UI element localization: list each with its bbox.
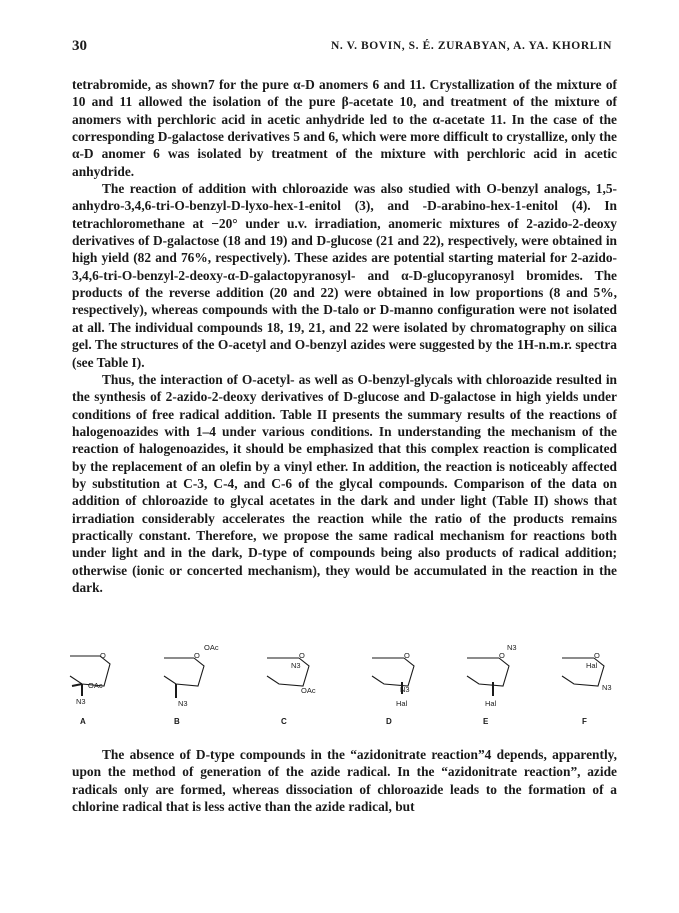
structure-label: B — [174, 717, 180, 726]
structure-label: A — [80, 717, 86, 726]
structure-label: E — [483, 717, 489, 726]
ring-substituent: N3 — [602, 683, 612, 692]
structure-a — [70, 651, 110, 726]
bottom-substituent: Hal — [396, 699, 408, 708]
body-text-continued — [72, 746, 617, 815]
page-number: 30 — [72, 38, 87, 54]
structure-b — [164, 643, 219, 726]
ring-substituent: OAc — [88, 681, 103, 690]
structure-label: D — [386, 717, 392, 726]
ring-oxygen: O — [499, 651, 505, 660]
page-header — [72, 38, 612, 58]
structure-d — [372, 651, 414, 726]
top-substituent: N3 — [291, 661, 301, 670]
running-title: N. V. BOVIN, S. É. ZURABYAN, A. YA. KHORLIN — [331, 40, 612, 52]
paragraph-4: The absence of D-type compounds in the “azidonitrate reaction”4 depends, apparently, upon the method of generation of the azide radical. In the “azidonitrate reaction”, azide radicals only are formed, whereas dissociation of chloroazide leads to the formation of a chlorine radical that is less active than the azide radical, but — [72, 747, 617, 815]
top-substituent: OAc — [204, 643, 219, 652]
structure-e — [467, 643, 517, 726]
ring-oxygen: O — [100, 651, 106, 660]
ring-oxygen: O — [594, 651, 600, 660]
body-text — [72, 76, 617, 596]
paragraph-2: The reaction of addition with chloroazide was also studied with O-benzyl analogs, 1,5-anhydro-3,4,6-tri-O-benzyl-D-lyxo-hex-1-enitol (3), and -D-arabino-hex-1-enitol (4). In tetrachloromethane at −20° under u.v. irradiation, anomeric mixtures of 2-azido-2-deoxy derivatives of D-galactose (18 and 19) and D-glucose (21 and 22), respectively, were obtained in high yield (82 and 76%, respectively). These azides are potential starting material for 2-azido-3,4,6-tri-O-benzyl-2-deoxy-α-D-galactopyranosyl- and α-D-glucopyranosyl bromides. The products of the reverse addition (20 and 22) were obtained in low proportions (8 and 5%, respectively), whereas compounds with the D-talo or D-manno configuration were not isolated at all. The individual compounds 18, 19, 21, and 22 were isolated by chromatography on silica gel. The structures of the O-acetyl and O-benzyl azides were suggested by the 1H-n.m.r. spectra (see Table I). — [72, 181, 617, 370]
ring-oxygen: O — [194, 651, 200, 660]
ring-oxygen: O — [404, 651, 410, 660]
bottom-substituent: N3 — [76, 697, 86, 706]
ring-substituent: OAc — [301, 686, 316, 695]
top-substituent: N3 — [507, 643, 517, 652]
ring-substituent: N3 — [400, 685, 410, 694]
ring-oxygen: O — [299, 651, 305, 660]
structure-figure — [60, 638, 630, 728]
structure-f — [562, 651, 612, 726]
paragraph-3: Thus, the interaction of O-acetyl- as well as O-benzyl-glycals with chloroazide resulted in the synthesis of 2-azido-2-deoxy derivatives of D-glucose and D-galactose in high yields under conditions of free radical addition. Table II presents the summary results of the reactions of halogenoazides with 1–4 under various conditions. In understanding the mechanism of the reaction of halogenoazides, it should be emphasized that this complex reaction is complicated by the replacement of an olefin by a vinyl ether. In addition, the reaction is noticeably affected by substitution at C-3, C-4, and C-6 of the glycal compounds. Comparison of the data on addition of chloroazide to glycal acetates in the dark and under light (Table II) shows that irradiation considerably accelerates the reaction while the ratio of the products remains practically constant. Therefore, we propose the same radical mechanism for reactions both under light and in the dark, D-type of compounds being also products of radical addition; otherwise (ionic or concerted mechanism), they would be accumulated in the reaction in the dark. — [72, 371, 617, 595]
bottom-substituent: N3 — [178, 699, 188, 708]
bottom-substituent: Hal — [485, 699, 497, 708]
structure-label: F — [582, 717, 587, 726]
paragraph-1: tetrabromide, as shown7 for the pure α-D anomers 6 and 11. Crystallization of the mixture of 10 and 11 allowed the isolation of the pure β-acetate 10, and treatment of the mixture of anomers with perchloric acid in acetic anhydride led to the α-acetate 11. In the case of the corresponding D-galactose derivatives 5 and 6, which were more difficult to crystallize, only the α-D anomer 6 was isolated by treatment of the mixture with perchloric acid in acetic anhydride. — [72, 77, 617, 179]
top-substituent: Hal — [586, 661, 598, 670]
structure-c — [267, 651, 316, 726]
structure-label: C — [281, 717, 287, 726]
structure-drawings — [60, 638, 630, 728]
